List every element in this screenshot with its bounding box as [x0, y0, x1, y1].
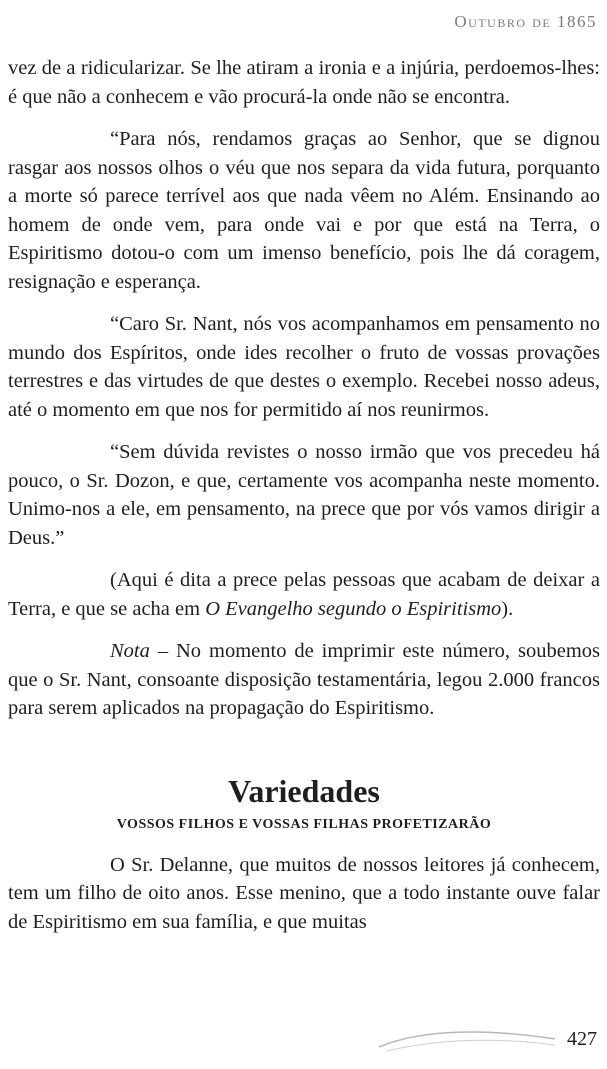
page-number: 427: [567, 1028, 597, 1050]
paragraph-prece: [8, 566, 600, 623]
paragraph-delanne: O Sr. Delanne, que muitos de nossos leitores já conhecem, tem um filho de oito anos. Esse menino, que a todo instante ouve falar de Espiritismo em sua família, e que muitas: [8, 853, 600, 933]
book-title: O Evangelho segundo o Espiritismo: [205, 597, 502, 620]
page-footer: [377, 1025, 597, 1055]
nota-label: Nota: [110, 640, 150, 662]
paragraph-dozon: “Sem dúvida revistes o nosso irmão que vos precedeu há pouco, o Sr. Dozon, e que, certamente vos acompanha neste momento. Unimo-nos a ele, em pensamento, na prece que por vós vamos dirigir a Deus.”: [8, 441, 600, 549]
paragraph-nota: [8, 637, 600, 723]
paragraph-continuation: vez de a ridicularizar. Se lhe atiram a ironia e a injúria, perdoemos-lhes: é que não a conhecem e vão procurá-la onde não se encontra.: [8, 57, 600, 108]
section-subtitle: VOSSOS FILHOS E VOSSAS FILHAS PROFETIZARÃO: [116, 816, 492, 832]
prece-text-before: (Aqui é dita a prece pelas pessoas que acabam de deixar a Terra, e que se acha em: [8, 569, 600, 620]
nota-text: – No momento de imprimir este número, soubemos que o Sr. Nant, consoante disposição testamentária, legou 2.000 francos para serem aplicados na propagação do Espiritismo.: [8, 640, 600, 719]
running-header: Outubro de 1865: [454, 12, 597, 31]
swoosh-ornament-icon: [377, 1025, 557, 1055]
paragraph-graças: “Para nós, rendamos graças ao Senhor, que se dignou rasgar aos nossos olhos o véu que nos separa da vida futura, porquanto a morte só parece terrível aos que nada vêem no Além. Ensinando ao homem de onde vem, para onde vai e por que está na Terra, o Espiritismo dotou-o com um imenso benefício, pois lhe dá coragem, resignação e esperança.: [8, 128, 600, 293]
page-body: [8, 54, 600, 950]
prece-text-after: ).: [501, 597, 514, 620]
section-title: Variedades: [228, 772, 380, 809]
paragraph-caro-nant: “Caro Sr. Nant, nós vos acompanhamos em pensamento no mundo dos Espíritos, onde ides recolher o fruto de vossas provações terrestres e das virtudes de que destes o exemplo. Recebei nosso adeus, até o momento em que nos for permitido aí nos reunirmos.: [8, 313, 600, 421]
